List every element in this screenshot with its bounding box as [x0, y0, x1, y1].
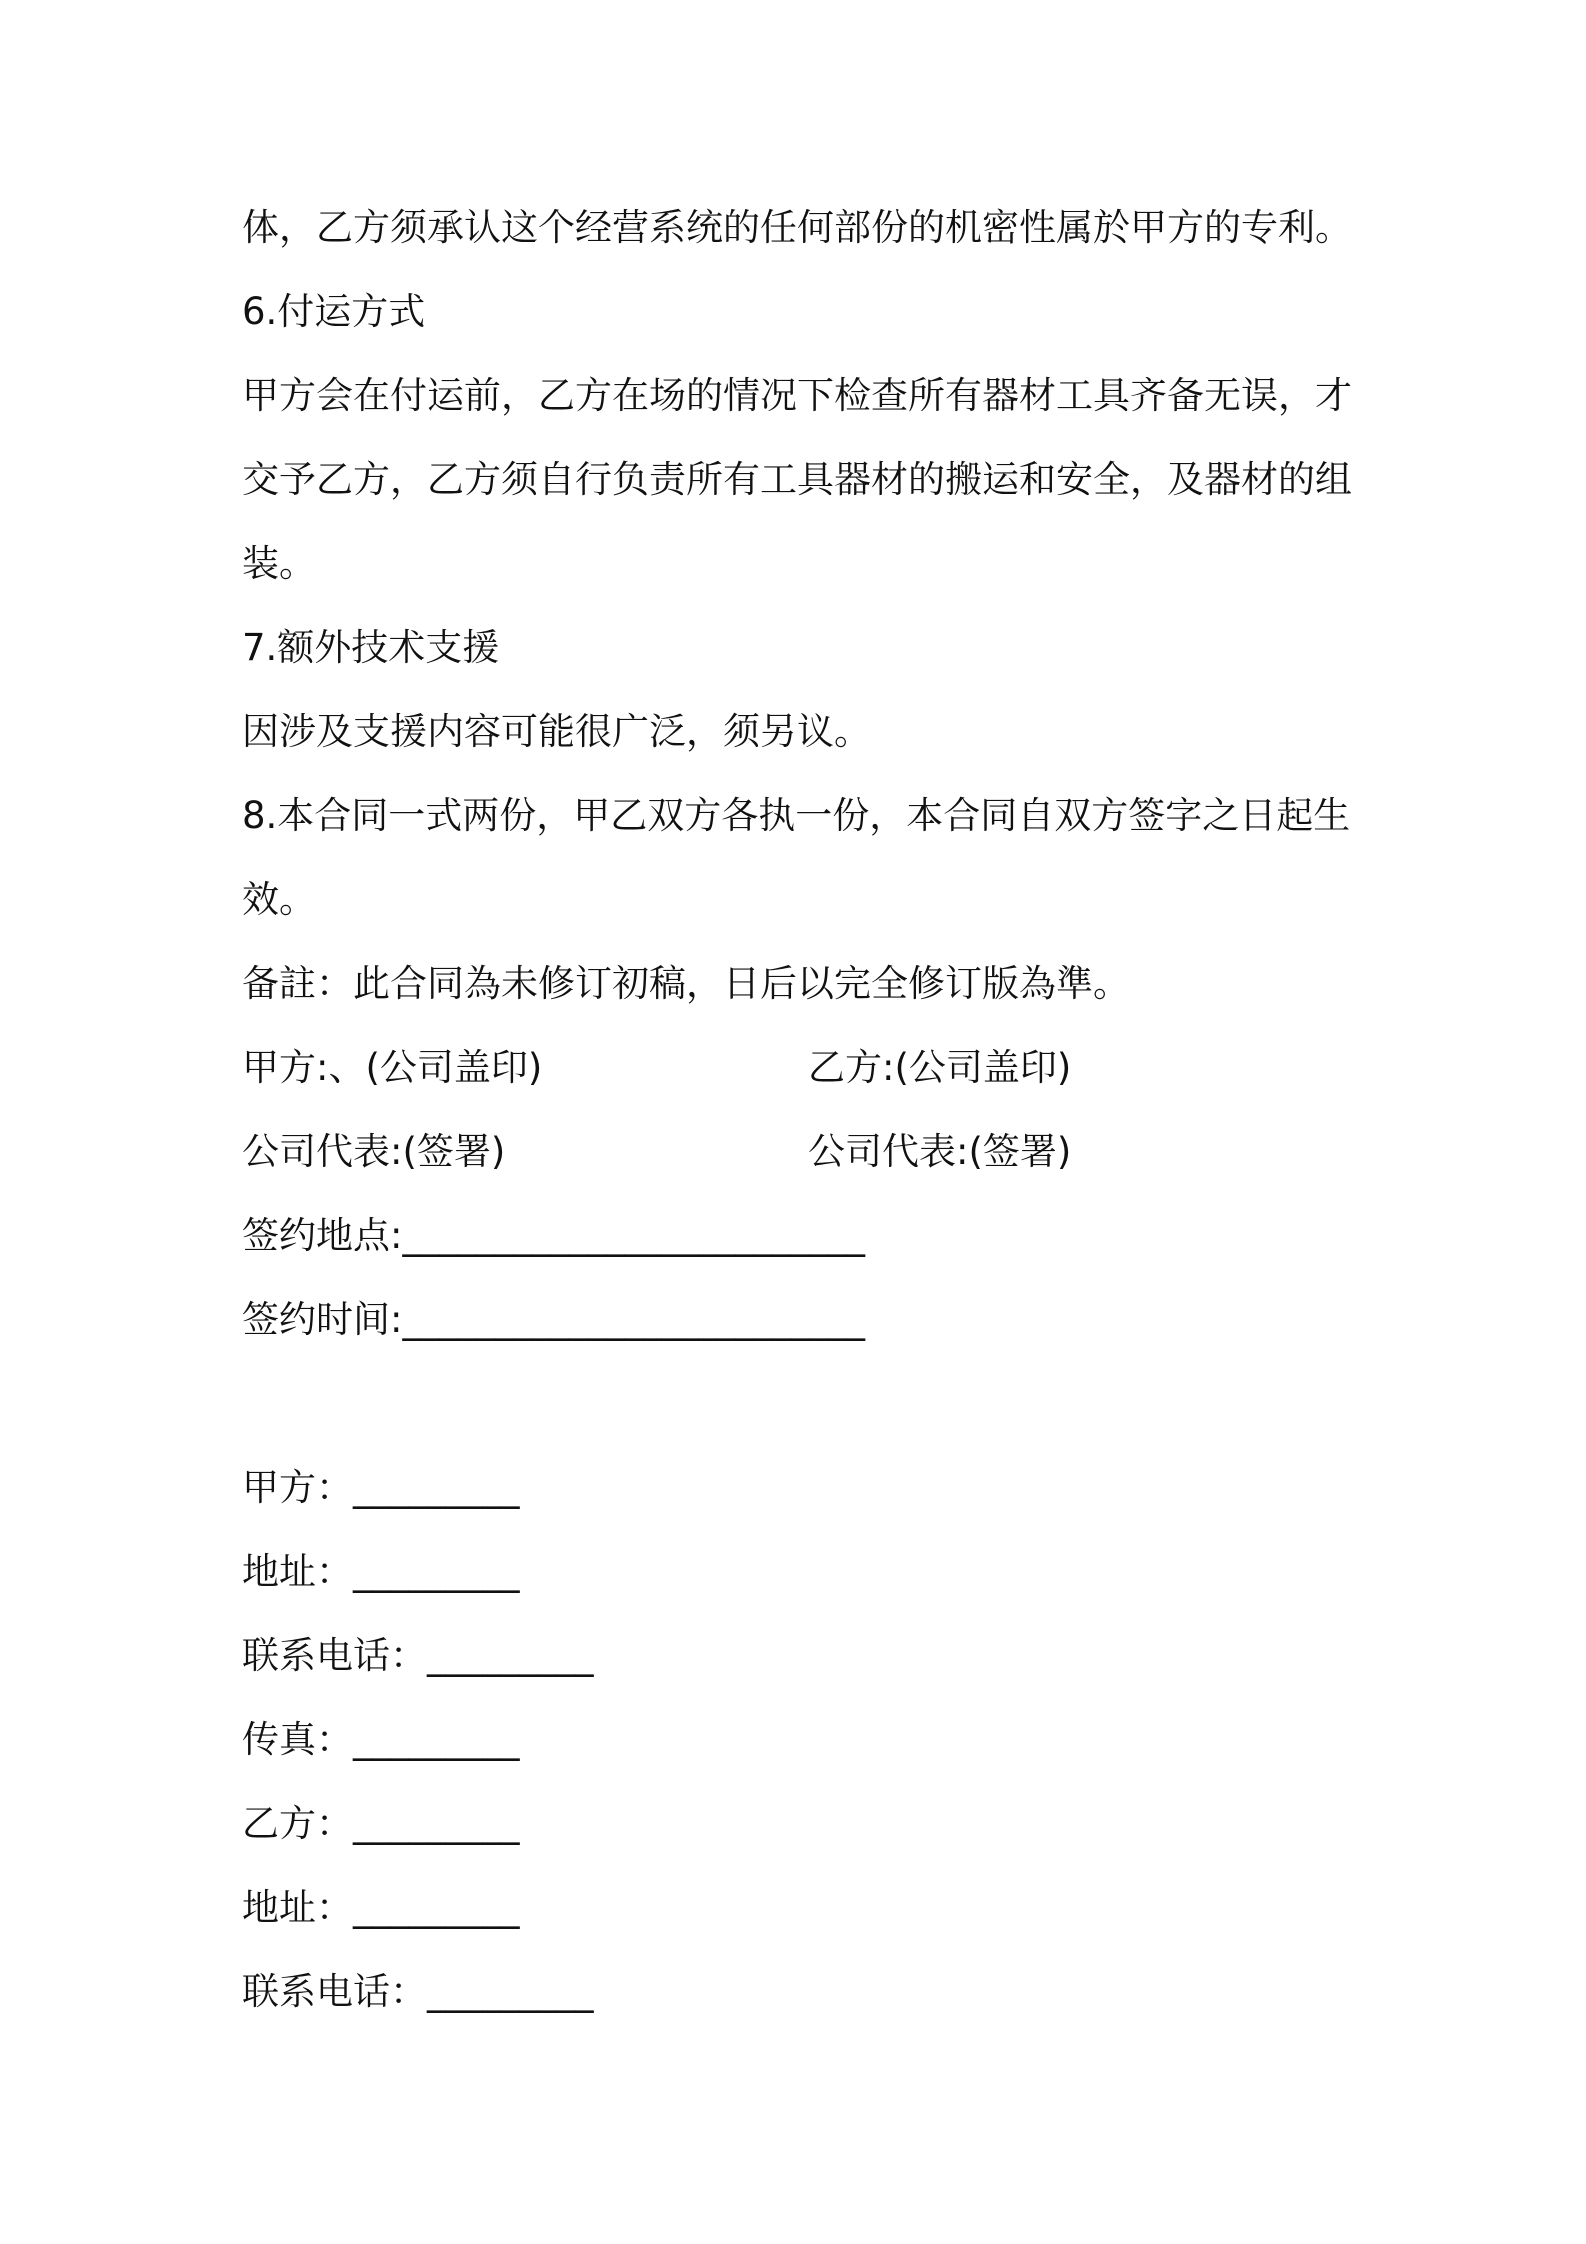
heading-shipping-method: 6.付运方式 [242, 290, 426, 333]
paragraph-copies-line2: 效。 [242, 878, 316, 921]
signing-time: 签约时间:_________________________ [242, 1298, 865, 1341]
party-a-fax: 传真：_________ [242, 1718, 520, 1761]
paragraph-extra-support: 因涉及支援内容可能很广泛，须另议。 [242, 710, 871, 753]
paragraph-shipping-line3: 装。 [242, 542, 316, 585]
party-a-address: 地址：_________ [242, 1550, 520, 1593]
party-a-seal: 甲方:、(公司盖印) [242, 1046, 543, 1089]
party-b-seal: 乙方:(公司盖印) [808, 1046, 1072, 1089]
party-b-representative: 公司代表:(签署) [808, 1130, 1072, 1173]
signing-place: 签约地点:_________________________ [242, 1214, 865, 1257]
heading-extra-support: 7.额外技术支援 [242, 626, 500, 669]
party-b-phone: 联系电话：_________ [242, 1970, 594, 2013]
paragraph-confidentiality: 体，乙方须承认这个经营系统的任何部份的机密性属於甲方的专利。 [242, 206, 1352, 249]
paragraph-shipping-line1: 甲方会在付运前，乙方在场的情况下检查所有器材工具齐备无误，才 [242, 374, 1352, 417]
paragraph-copies-line1: 8.本合同一式两份，甲乙双方各执一份，本合同自双方签字之日起生 [242, 794, 1351, 837]
party-b-name: 乙方：_________ [242, 1802, 520, 1845]
party-a-representative: 公司代表:(签署) [242, 1130, 506, 1173]
party-a-name: 甲方：_________ [242, 1466, 520, 1509]
party-b-address: 地址：_________ [242, 1886, 520, 1929]
party-a-phone: 联系电话：_________ [242, 1634, 594, 1677]
paragraph-shipping-line2: 交予乙方，乙方须自行负责所有工具器材的搬运和安全，及器材的组 [242, 458, 1352, 501]
note-draft: 备註：此合同為未修订初稿，日后以完全修订版為準。 [242, 962, 1130, 1005]
